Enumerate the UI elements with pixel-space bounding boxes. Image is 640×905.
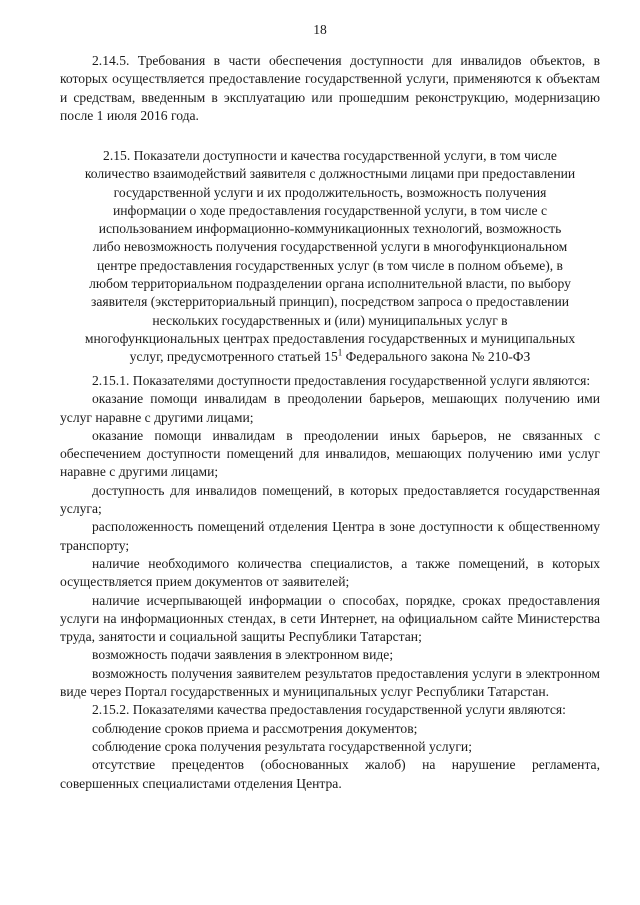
page-number: 18	[313, 22, 327, 37]
heading-line: заявителя (экстерриториальный принцип), посредством запроса о предоставлении	[90, 294, 570, 310]
heading-last-line-text: услуг, предусмотренного статьей 15	[129, 349, 338, 365]
superscript-article-number: 1	[337, 347, 343, 358]
heading-line: использованием информационно-коммуникационных технологий, возможность	[98, 221, 562, 237]
section-2-14-5	[60, 52, 600, 125]
list-item: отсутствие прецедентов (обоснованных жалоб) на нарушение регламента, совершенных специалистами отделения Центра.	[60, 757, 600, 791]
heading-line: центре предоставления государственных услуг (в том числе в полном объеме), в	[97, 257, 563, 273]
heading-line: либо невозможность получения государственной услуги в многофункциональном	[92, 239, 568, 255]
list-item: оказание помощи инвалидам в преодолении иных барьеров, не связанных с обеспечением доступности помещений для инвалидов, мешающих получению ими услуг наравне с другими лицами;	[60, 427, 600, 480]
list-item: возможность подачи заявления в электронном виде;	[92, 647, 394, 663]
heading-line: многофункциональных центрах предоставления государственных и муниципальных	[84, 330, 576, 346]
heading-last-line	[60, 348, 600, 366]
heading-line: 2.15. Показатели доступности и качества государственной услуги, в том числе	[103, 148, 557, 163]
heading-line: информации о ходе предоставления государственной услуги, в том числе с	[113, 202, 547, 218]
section-2-15-2-intro: 2.15.2. Показателями качества предоставления государственной услуги являются:	[92, 702, 566, 718]
list-item: соблюдение сроков приема и рассмотрения документов;	[92, 720, 418, 736]
heading-line: государственной услуги и их продолжительность, возможность получения	[113, 184, 547, 200]
section-2-15-1-intro: 2.15.1. Показателями доступности предоставления государственной услуги являются:	[92, 373, 591, 388]
list-item: расположенность помещений отделения Центра в зоне доступности к общественному транспорту;	[60, 519, 600, 553]
section-2-15-1	[60, 372, 600, 793]
heading-last-line-law: Федерального закона № 210-ФЗ	[342, 349, 531, 365]
list-item: наличие исчерпывающей информации о способах, порядке, сроках предоставления услуги на информационных стендах, в сети Интернет, на официальном сайте Министерства труда, занятости и социальной защиты Республики Татарстан;	[60, 592, 600, 645]
heading-line: любом территориальном подразделении органа исполнительной власти, по выбору	[89, 276, 571, 292]
list-item: соблюдение срока получения результата государственной услуги;	[92, 738, 472, 754]
list-item: возможность получения заявителем результатов предоставления услуги в электронном виде через Портал государственных и муниципальных услуг Республики Татарстан.	[60, 665, 600, 700]
list-item: оказание помощи инвалидам в преодолении барьеров, мешающих получению ими услуг наравне с другими лицами;	[60, 391, 600, 425]
section-2-15-heading	[60, 147, 600, 367]
heading-line: количество взаимодействий заявителя с должностными лицами при предоставлении	[84, 166, 576, 182]
heading-line: нескольких государственных и (или) муниципальных услуг в	[152, 312, 508, 328]
list-item: наличие необходимого количества специалистов, а также помещений, в которых осуществляется прием документов от заявителей;	[60, 555, 600, 590]
list-item: доступность для инвалидов помещений, в которых предоставляется государственная услуга;	[60, 482, 600, 517]
paragraph-2-14-5: 2.14.5. Требования в части обеспечения доступности для инвалидов объектов, в которых осуществляется предоставление государственной услуги, применяются к объектам и средствам, введенным в эксплуатацию или прошедшим реконструкцию, модернизацию после 1 июля 2016 года.	[60, 53, 600, 123]
